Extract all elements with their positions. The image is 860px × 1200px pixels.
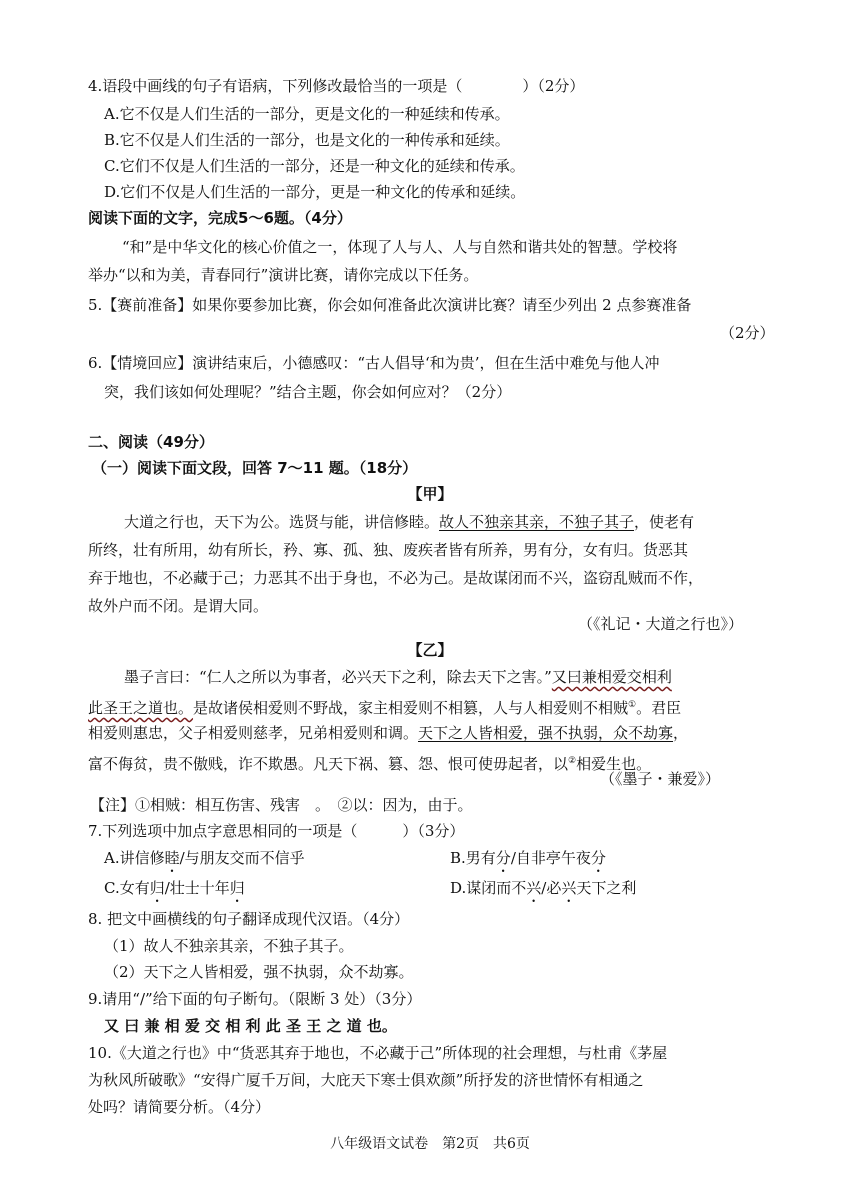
q5-line1: 5.【赛前准备】如果你要参加比赛，你会如何准备此次演讲比赛？请至少列出 2 点参赛准备 xyxy=(88,296,692,314)
q4-option-b: B.它不仅是人们生活的一部分，也是文化的一种传承和延续。 xyxy=(104,131,510,149)
read56-heading: 阅读下面的文字，完成5～6题。（4分） xyxy=(88,209,352,227)
q10-line1: 10.《大道之行也》中“货恶其弃于地也，不必藏于己”所体现的社会理想，与杜甫《茅屋 xyxy=(88,1044,668,1062)
read56-para-line1: “和”是中华文化的核心价值之一，体现了人与人、人与自然和谐共处的智慧。学校将 xyxy=(122,238,678,256)
footnote-marker-2: ② xyxy=(568,756,577,766)
q7-stem: 7.下列选项中加点字意思相同的一项是（ ）（3分） xyxy=(88,822,465,840)
jia-line3: 弃于地也，不必藏于己；力恶其不出于身也，不必为己。是故谋闭而不兴，盗窃乱贼而不作， xyxy=(88,569,704,587)
yi-line3: 相爱则惠忠，父子相爱则慈孝，兄弟相爱则和调。天下之人皆相爱，强不执弱，众不劫寡， xyxy=(88,724,689,742)
yi-line1: 墨子言曰：“仁人之所以为事者，必兴天下之利，除去天下之害。”又曰兼相爱交相利 xyxy=(124,668,672,686)
yi-wavy-sentence-part1: 又曰兼相爱交相利 xyxy=(551,668,672,686)
jia-underlined-sentence: 故人不独亲其亲，不独子其子 xyxy=(439,513,635,531)
q6-line2: 突，我们该如何处理呢？”结合主题，你会如何应对？（2分） xyxy=(104,383,512,401)
page-footer: 八年级语文试卷 第2页 共6页 xyxy=(330,1136,530,1152)
yi-wavy-sentence-part2: 此圣王之道也。 xyxy=(88,699,194,717)
jia-source: （《礼记・大道之行也》） xyxy=(578,615,744,633)
jia-line2: 所终，壮有所用，幼有所长，矜、寡、孤、独、废疾者皆有所养，男有分，女有归。货恶其 xyxy=(88,541,689,559)
q7-option-d: D.谋闭而不兴/必兴天下之利 xyxy=(450,879,637,897)
q7-option-a: A.讲信修睦/与朋友交而不信乎 xyxy=(104,849,305,867)
q9-stem: 9.请用“/”给下面的句子断句。（限断 3 处）（3分） xyxy=(88,990,422,1008)
yi-underlined-sentence: 天下之人皆相爱，强不执弱，众不劫寡 xyxy=(418,724,674,742)
q10-line2: 为秋风所破歌》“安得广厦千万间，大庇天下寒士俱欢颜”所抒发的济世情怀有相通之 xyxy=(88,1071,644,1089)
q4-option-d: D.它们不仅是人们生活的一部分，更是一种文化的传承和延续。 xyxy=(104,183,526,201)
yi-line2: 此圣王之道也。是故诸侯相爱则不野战，家主相爱则不相篡，人与人相爱则不相贼①。君臣 xyxy=(88,699,682,717)
q5-score: （2分） xyxy=(720,324,775,342)
footnote-marker-1: ① xyxy=(628,700,637,710)
jia-label: 【甲】 xyxy=(407,485,453,503)
read56-para-line2: 举办“以和为美，青春同行”演讲比赛，请你完成以下任务。 xyxy=(88,266,479,284)
yi-line4: 富不侮贫，贵不傲贱，诈不欺愚。凡天下祸、篡、怨、恨可使毋起者，以②相爱生也。 xyxy=(88,755,652,773)
yi-source: （《墨子・兼爱》） xyxy=(600,770,721,788)
q7-option-c: C.女有归/壮士十年归 xyxy=(104,879,245,897)
yi-label: 【乙】 xyxy=(407,641,453,659)
q8-sentence1: （1）故人不独亲其亲，不独子其子。 xyxy=(104,937,354,955)
q10-line3: 处吗？请简要分析。（4分） xyxy=(88,1098,271,1116)
q7-option-b: B.男有分/自非亭午夜分 xyxy=(450,849,606,867)
jia-line4: 故外户而不闭。是谓大同。 xyxy=(88,597,269,615)
section2-sub1: （一）阅读下面文段，回答 7～11 题。（18分） xyxy=(92,459,418,477)
q9-sentence: 又 曰 兼 相 爱 交 相 利 此 圣 王 之 道 也。 xyxy=(104,1017,397,1035)
q8-sentence2: （2）天下之人皆相爱，强不执弱，众不劫寡。 xyxy=(104,963,414,981)
q4-stem: 4.语段中画线的句子有语病，下列修改最恰当的一项是（ ）（2分） xyxy=(88,77,585,95)
q6-line1: 6.【情境回应】演讲结束后，小德感叹：“古人倡导‘和为贵’，但在生活中难免与他人冲 xyxy=(88,354,660,372)
notes: 【注】①相贼：相互伤害、残害 。 ②以：因为，由于。 xyxy=(90,796,473,814)
section2-heading: 二、阅读（49分） xyxy=(88,433,214,451)
q4-option-c: C.它们不仅是人们生活的一部分，还是一种文化的延续和传承。 xyxy=(104,157,525,175)
q4-option-a: A.它不仅是人们生活的一部分，更是文化的一种延续和传承。 xyxy=(104,105,510,123)
jia-line1: 大道之行也，天下为公。选贤与能，讲信修睦。故人不独亲其亲，不独子其子，使老有 xyxy=(124,513,695,531)
q8-stem: 8. 把文中画横线的句子翻译成现代汉语。（4分） xyxy=(88,910,410,928)
